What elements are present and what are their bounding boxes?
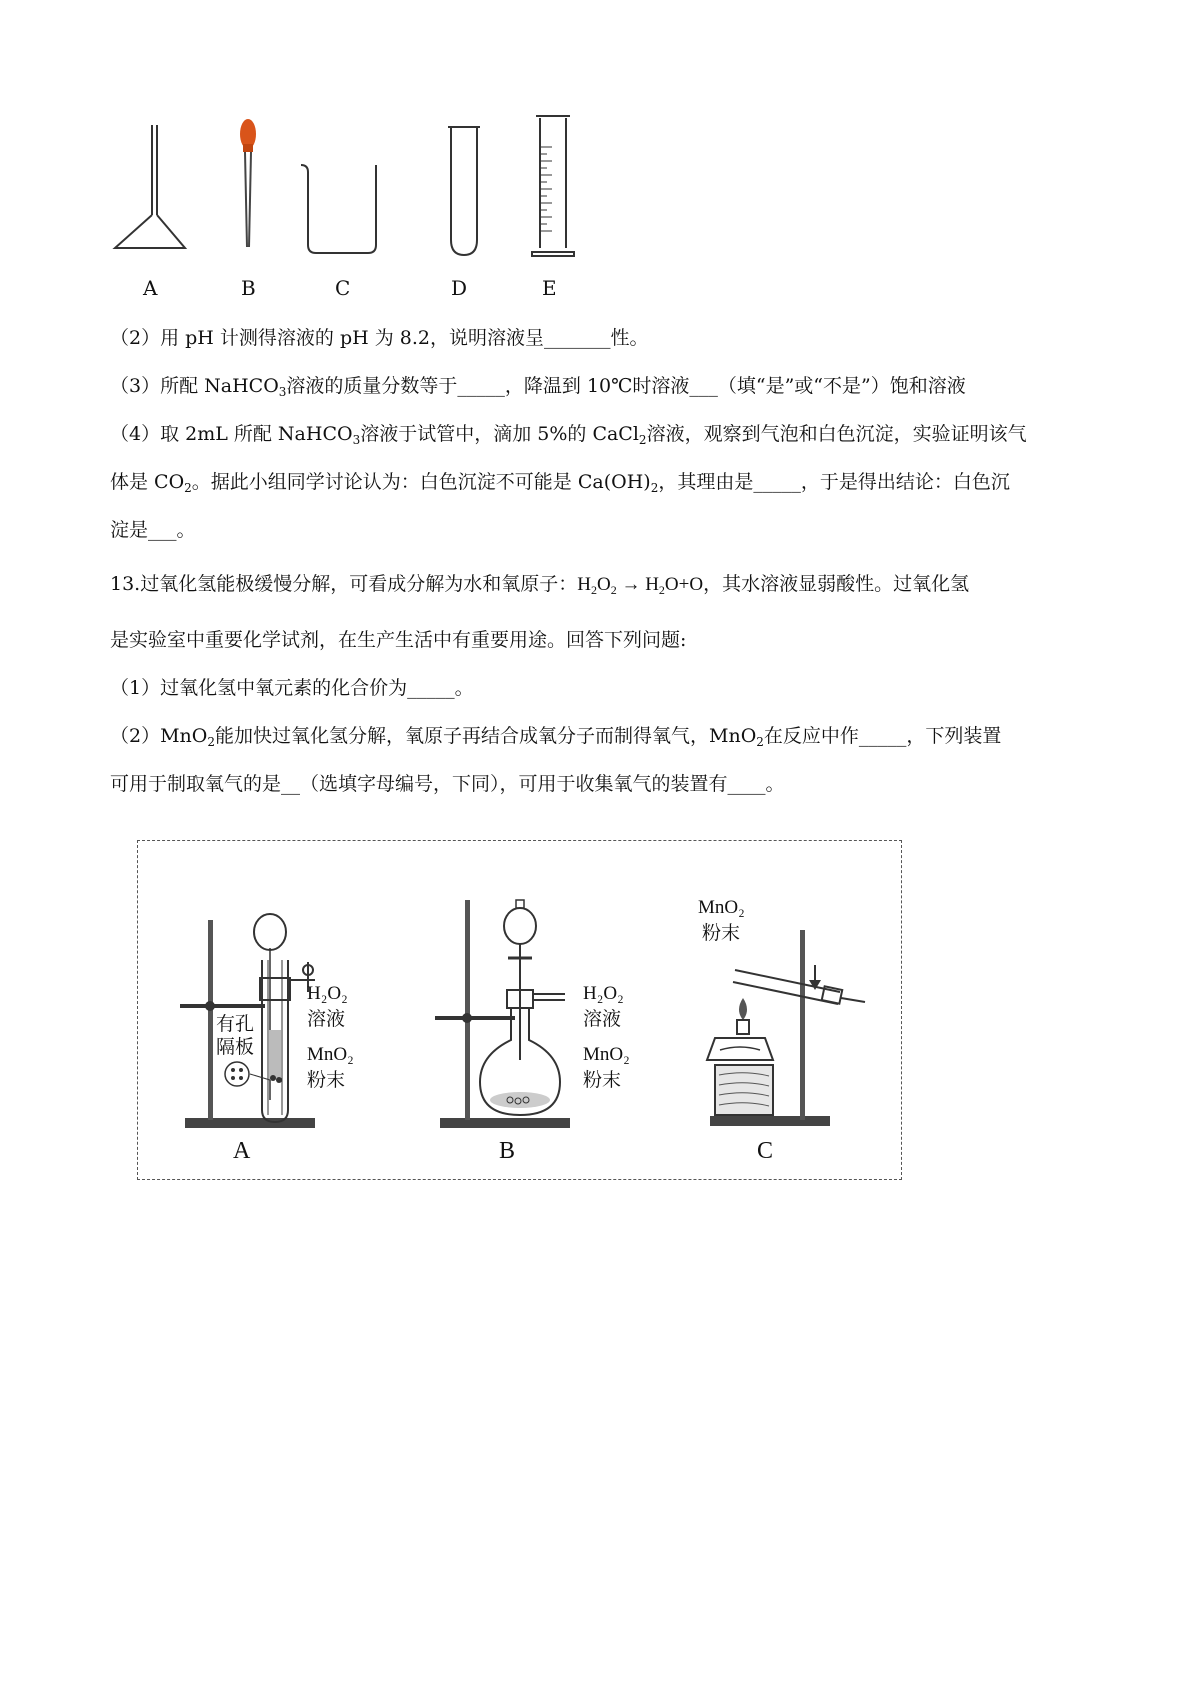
q12-part3: （3）所配 NaHCO$_3$溶液的质量分数等于_____，降温到 10℃时溶液___（填“是”或“不是”）饱和溶液 [110, 375, 966, 399]
figure-label-c: C [757, 1138, 774, 1164]
apparatus-label-c: C [335, 276, 351, 300]
beaker-icon [296, 160, 386, 255]
q13-intro-line2: 是实验室中重要化学试剂，在生产生活中有重要用途。回答下列问题: [110, 629, 687, 651]
q13-part1: （1）过氧化氢中氧元素的化合价为_____。 [110, 677, 474, 699]
a-partition-label-2: 隔板 [216, 1036, 255, 1058]
q12-part2: （2）用 pH 计测得溶液的 pH 为 8.2，说明溶液呈_______性。 [110, 327, 649, 349]
apparatus-label-a: A [143, 276, 158, 300]
graduated-cylinder-icon [530, 112, 580, 262]
apparatus-c-drawing [705, 920, 885, 1130]
q13-part2-line2: 可用于制取氧气的是__（选填字母编号，下同），可用于收集氧气的装置有____。 [110, 773, 785, 795]
a-solution-label: 溶液 [307, 1008, 346, 1030]
apparatus-label-d: D [451, 276, 468, 300]
q13-part2-line1: （2）MnO$_2$能加快过氧化氢分解，氧原子再结合成氧分子而制得氧气，MnO$_2$在反应中作_____，下列装置 [110, 725, 1002, 749]
b-powder-label: 粉末 [583, 1069, 622, 1091]
decomposition-equation: $H_2O_2 \to H_2O+O$ [577, 574, 704, 597]
q12-part4-line1: （4）取 2mL 所配 NaHCO$_3$溶液于试管中，滴加 5%的 CaCl$_2$溶液，观察到气泡和白色沉淀，实验证明该气 [110, 423, 1027, 447]
b-h2o2-label: H₂O₂ [583, 983, 624, 1004]
b-solution-label: 溶液 [583, 1008, 622, 1030]
apparatus-label-b: B [241, 276, 256, 300]
q13-intro-line1: 13.过氧化氢能极缓慢分解，可看成分解为水和氧原子：$H_2O_2 \to H_2O+O$，其水溶液显弱酸性。过氧化氢 [110, 573, 970, 597]
q12-part4-line3: 淀是___。 [110, 519, 196, 541]
a-partition-label-1: 有孔 [216, 1013, 255, 1035]
a-mno2-label: MnO₂ [307, 1044, 354, 1065]
figure-label-b: B [499, 1138, 516, 1164]
test-tube-icon [445, 122, 485, 262]
figure-label-a: A [233, 1138, 251, 1164]
apparatus-label-e: E [542, 276, 557, 300]
dropper-icon [233, 112, 263, 252]
c-mno2-label: MnO₂ [698, 897, 745, 918]
c-powder-label: 粉末 [702, 922, 741, 944]
a-powder-label: 粉末 [307, 1069, 346, 1091]
b-mno2-label: MnO₂ [583, 1044, 630, 1065]
funnel-icon [110, 120, 190, 260]
q12-part4-line2: 体是 $CO_2$。据此小组同学讨论认为：白色沉淀不可能是 $Ca(OH)_2$，其理由是_____，于是得出结论：白色沉 [110, 471, 1010, 495]
a-h2o2-label: H₂O₂ [307, 983, 348, 1004]
